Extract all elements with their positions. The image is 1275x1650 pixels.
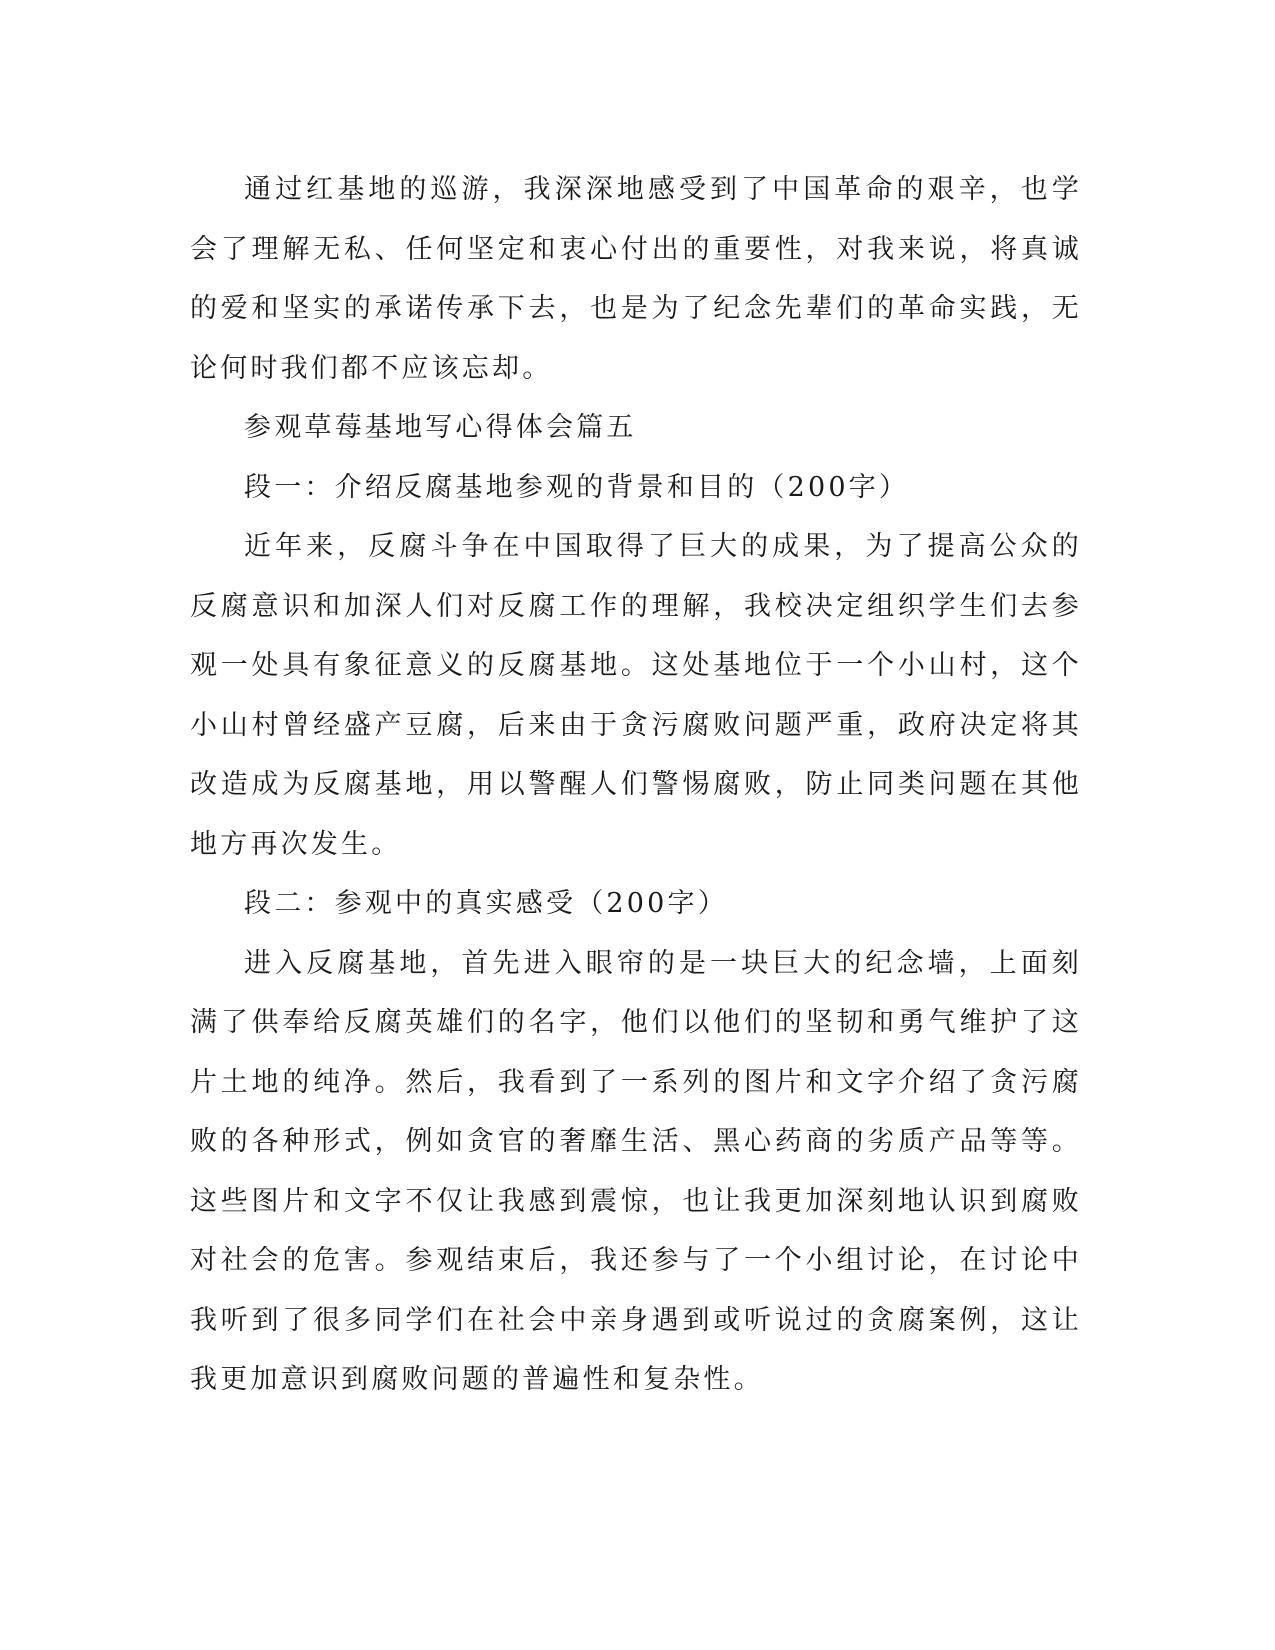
paragraph-visit-feelings: 进入反腐基地，首先进入眼帘的是一块巨大的纪念墙，上面刻满了供奉给反腐英雄们的名字，他们以他们的坚韧和勇气维护了这片土地的纯净。然后，我看到了一系列的图片和文字介绍了贪污腐败的各种形式，例如贪官的奢靡生活、黑心药商的劣质产品等等。这些图片和文字不仅让我感到震惊，也让我更加深刻地认识到腐败对社会的危害。参观结束后，我还参与了一个小组讨论，在讨论中我听到了很多同学们在社会中亲身遇到或听说过的贪腐案例，这让我更加意识到腐败问题的普遍性和复杂性。 (190, 947, 1082, 1395)
section-heading-2: 段二：参观中的真实感受（200字） (244, 888, 728, 919)
document-body (190, 160, 1082, 1410)
paragraph-red-base-reflection: 通过红基地的巡游，我深深地感受到了中国革命的艰辛，也学会了理解无私、任何坚定和衷心付出的重要性，对我来说，将真诚的爱和坚实的承诺传承下去，也是为了纪念先辈们的革命实践，无论何时我们都不应该忘却。 (190, 174, 1082, 384)
paragraph-background: 近年来，反腐斗争在中国取得了巨大的成果，为了提高公众的反腐意识和加深人们对反腐工作的理解，我校决定组织学生们去参观一处具有象征意义的反腐基地。这处基地位于一个小山村，这个小山村曾经盛产豆腐，后来由于贪污腐败问题严重，政府决定将其改造成为反腐基地，用以警醒人们警惕腐败，防止同类问题在其他地方再次发生。 (190, 531, 1082, 860)
section-heading-1: 段一：介绍反腐基地参观的背景和目的（200字） (244, 471, 910, 503)
section-title: 参观草莓基地写心得体会篇五 (244, 412, 637, 443)
